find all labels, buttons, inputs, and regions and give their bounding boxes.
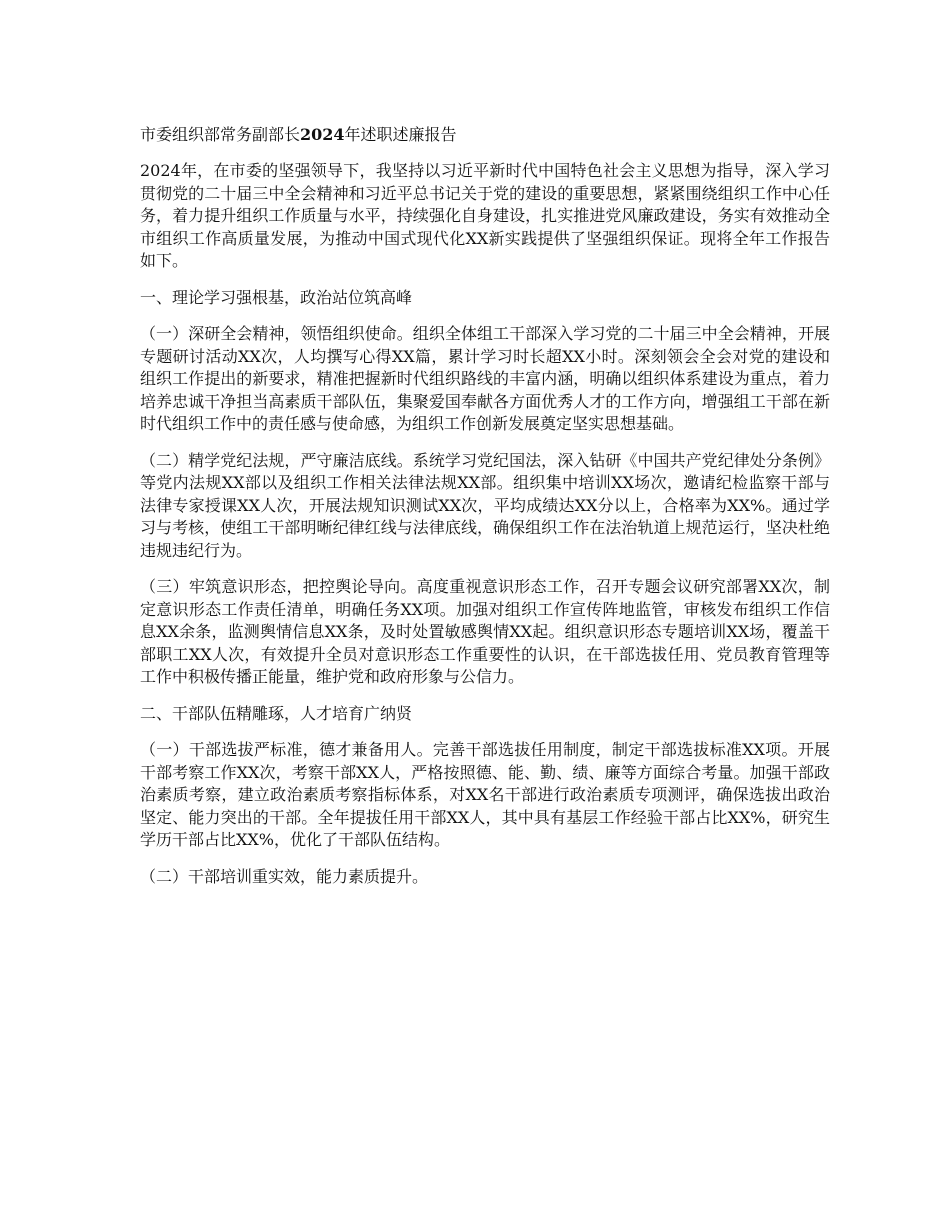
section-2-paragraph-2: （二）干部培训重实效，能力素质提升。: [140, 866, 429, 886]
intro-paragraph: 2024年，在市委的坚强领导下，我坚持以习近平新时代中国特色社会主义思想为指导，深入学习贯彻党的二十届三中全会精神和习近平总书记关于党的建设的重要思想，紧紧围绕组织工作中心任务，着力提升组织工作质量与水平，持续强化自身建设，扎实推进党风廉政建设，务实有效推动全市组织工作高质量发展，为推动中国式现代化XX新实践提供了坚强组织保证。现将全年工作报告如下。: [140, 161, 830, 270]
section-2-heading: 二、干部队伍精雕琢，人才培育广纳贤: [140, 703, 413, 723]
title-prefix: 市委组织部常务副部长: [140, 125, 301, 144]
document-page: [140, 124, 830, 902]
section-1-paragraph-1: （一）深研全会精神，领悟组织使命。组织全体组工干部深入学习党的二十届三中全会精神，开展专题研讨活动XX次，人均撰写心得XX篇，累计学习时长超XX小时。深刻领会全会对党的建设和组织工作提出的新要求，精准把握新时代组织路线的丰富内涵，明确以组织体系建设为重点，着力培养忠诚干净担当高素质干部队伍，集聚爱国奉献各方面优秀人才的工作方向，增强组工干部在新时代组织工作中的责任感与使命感，为组织工作创新发展奠定坚实思想基础。: [140, 324, 830, 433]
section-1-paragraph-3: （三）牢筑意识形态，把控舆论导向。高度重视意识形态工作，召开专题会议研究部署XX次，制定意识形态工作责任清单，明确任务XX项。加强对组织工作宣传阵地监管，审核发布组织工作信息XX余条，监测舆情信息XX条，及时处置敏感舆情XX起。组织意识形态专题培训XX场，覆盖干部职工XX人次，有效提升全员对意识形态工作重要性的认识，在干部选拔任用、党员教育管理等工作中积极传播正能量，维护党和政府形象与公信力。: [140, 577, 830, 686]
section-1-paragraph-2: （二）精学党纪法规，严守廉洁底线。系统学习党纪国法，深入钻研《中国共产党纪律处分条例》等党内法规XX部以及组织工作相关法律法规XX部。组织集中培训XX场次，邀请纪检监察干部与法律专家授课XX人次，开展法规知识测试XX次，平均成绩达XX分以上，合格率为XX%。通过学习与考核，使组工干部明晰纪律红线与法律底线，确保组织工作在法治轨道上规范运行，坚决杜绝违规违纪行为。: [140, 450, 830, 560]
document-title: [140, 124, 830, 146]
title-year: 2024: [300, 125, 345, 144]
section-2-paragraph-1: （一）干部选拔严标准，德才兼备用人。完善干部选拔任用制度，制定干部选拔标准XX项。开展干部考察工作XX次，考察干部XX人，严格按照德、能、勤、绩、廉等方面综合考量。加强干部政治素质考察，建立政治素质考察指标体系，对XX名干部进行政治素质专项测评，确保选拔出政治坚定、能力突出的干部。全年提拔任用干部XX人，其中具有基层工作经验干部占比XX%，研究生学历干部占比XX%，优化了干部队伍结构。: [140, 740, 830, 849]
title-suffix: 年述职述廉报告: [344, 125, 457, 144]
section-1-heading: 一、理论学习强根基，政治站位筑高峰: [140, 287, 413, 307]
